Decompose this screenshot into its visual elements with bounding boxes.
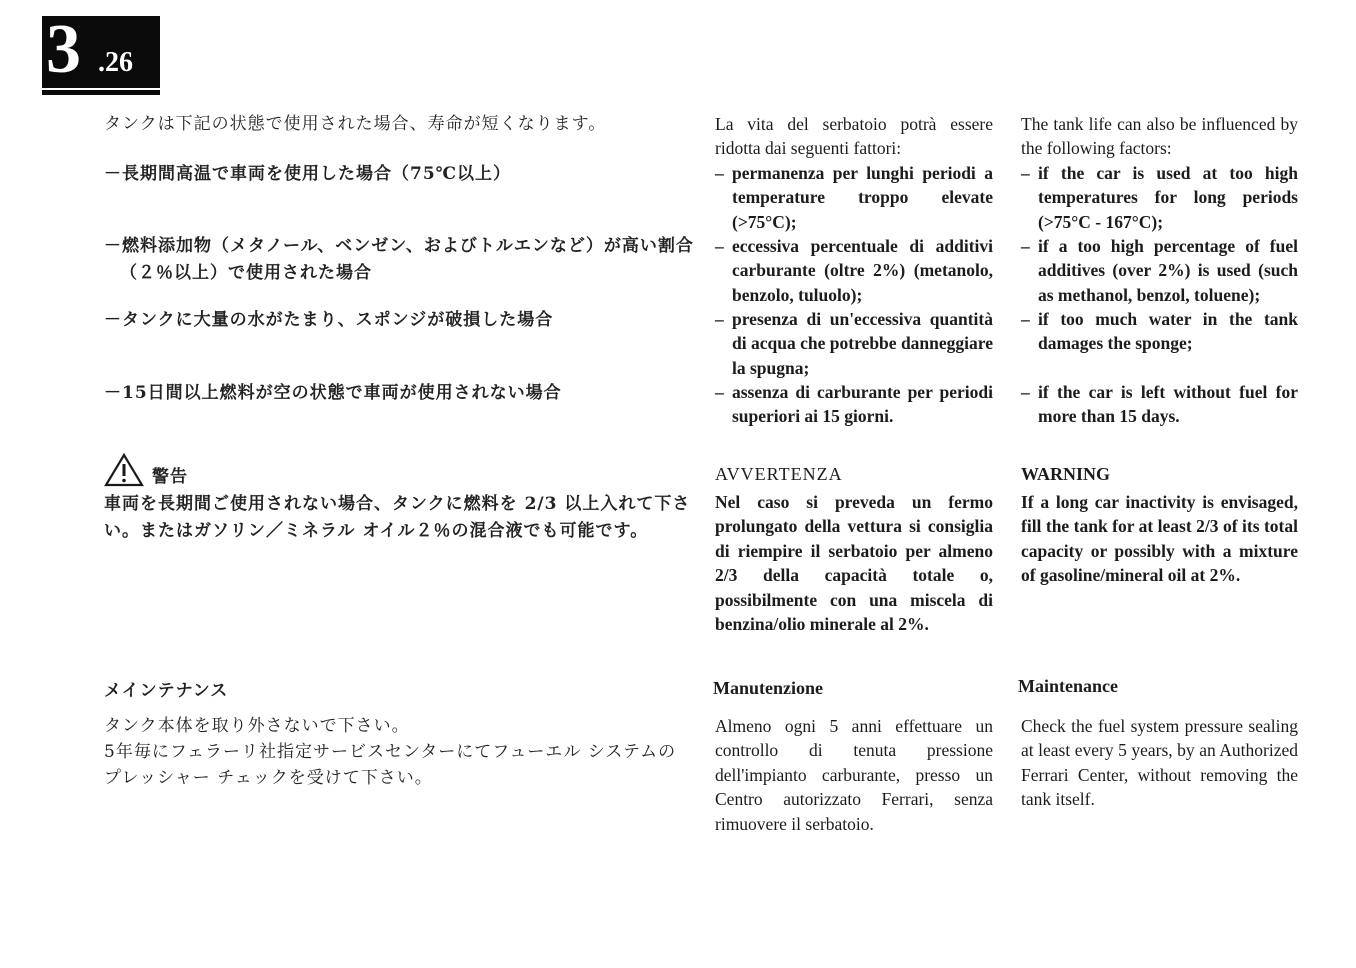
en-warning-text: If a long car inactivity is envisaged, fill the tank for at least 2/3 of its total capacity or possibly with a mixture of gasoline/mineral oil at 2%. — [1021, 492, 1298, 586]
en-maintenance-title: Maintenance — [1018, 676, 1118, 696]
en-item-1: – if the car is used at too high temperatures for long periods (>75°C - 167°C); — [1021, 163, 1298, 232]
it-maintenance-title: Manutenzione — [713, 678, 823, 698]
warning-triangle-icon — [104, 453, 144, 487]
chapter-badge — [42, 11, 160, 88]
chapter-number: 3 — [46, 11, 81, 88]
it-item-2: – eccessiva percentuale di additivi carburante (oltre 2%) (metanolo, benzolo, tuluolo); — [715, 236, 993, 305]
jp-item-2-line-2: （２％以上）で使用された場合 — [120, 263, 372, 283]
en-item-4: – if the car is left without fuel for more than 15 days. — [1021, 382, 1298, 427]
en-item-2: – if a too high percentage of fuel additives (over 2%) is used (such as methanol, benzol, toluene); — [1021, 236, 1298, 305]
jp-warning-line-2: い。またはガソリン／ミネラル オイル２％の混合液でも可能です。 — [104, 521, 649, 541]
jp-item-3: －タンクに大量の水がたまり、スポンジが破損した場合 — [104, 310, 554, 330]
en-warning-title: WARNING — [1021, 464, 1111, 484]
jp-item-4: －15日間以上燃料が空の状態で車両が使用されない場合 — [104, 383, 562, 403]
jp-intro: タンクは下記の状態で使用された場合、寿命が短くなります。 — [104, 114, 607, 134]
it-warning-title: AVVERTENZA — [715, 464, 843, 484]
it-intro: La vita del serbatoio potrà essere ridotta dai seguenti fattori: — [715, 114, 993, 159]
jp-maint-line-1: タンク本体を取り外さないで下さい。 — [104, 716, 410, 736]
page-number: .26 — [98, 47, 133, 78]
it-item-1: – permanenza per lunghi periodi a temperature troppo elevate (>75°C); — [715, 163, 993, 232]
jp-item-1: －長期間高温で車両を使用した場合（75℃以上） — [104, 164, 512, 184]
en-maintenance-text: Check the fuel system pressure sealing at least every 5 years, by an Authorized Ferrari Center, without removing the tank itself. — [1021, 716, 1298, 810]
jp-maintenance-title: メインテナンス — [104, 681, 229, 701]
it-item-3: – presenza di un'eccessiva quantità di acqua che potrebbe danneggiare la spugna; — [715, 309, 993, 378]
it-maintenance-text: Almeno ogni 5 anni effettuare un controllo di tenuta pressione dell'impianto carburante, presso un Centro autorizzato Ferrari, senza rimuovere il serbatoio. — [715, 716, 993, 834]
en-intro: The tank life can also be influenced by the following factors: — [1021, 114, 1298, 159]
it-item-4: – assenza di carburante per periodi superiori ai 15 giorni. — [715, 382, 993, 427]
jp-warning-title: 警告 — [152, 467, 188, 487]
en-item-3: – if too much water in the tank damages the sponge; — [1021, 309, 1298, 354]
jp-maint-line-2: 5年毎にフェラーリ社指定サービスセンターにてフューエル システムの — [104, 742, 677, 762]
it-warning-text: Nel caso si preveda un fermo prolungato della vettura si consiglia di riempire il serbatoio per almeno 2/3 della capacità totale o, possibilmente con una miscela di benzina/olio minerale al 2%. — [715, 492, 993, 635]
header-rule — [42, 90, 160, 95]
jp-warning-line-1: 車両を長期間ご使用されない場合、タンクに燃料を 2/3 以上入れて下さ — [104, 494, 691, 514]
jp-maint-line-3: プレッシャー チェックを受けて下さい。 — [104, 768, 433, 788]
jp-item-2-line-1: －燃料添加物（メタノール、ベンゼン、およびトルエンなど）が高い割合 — [104, 236, 694, 256]
